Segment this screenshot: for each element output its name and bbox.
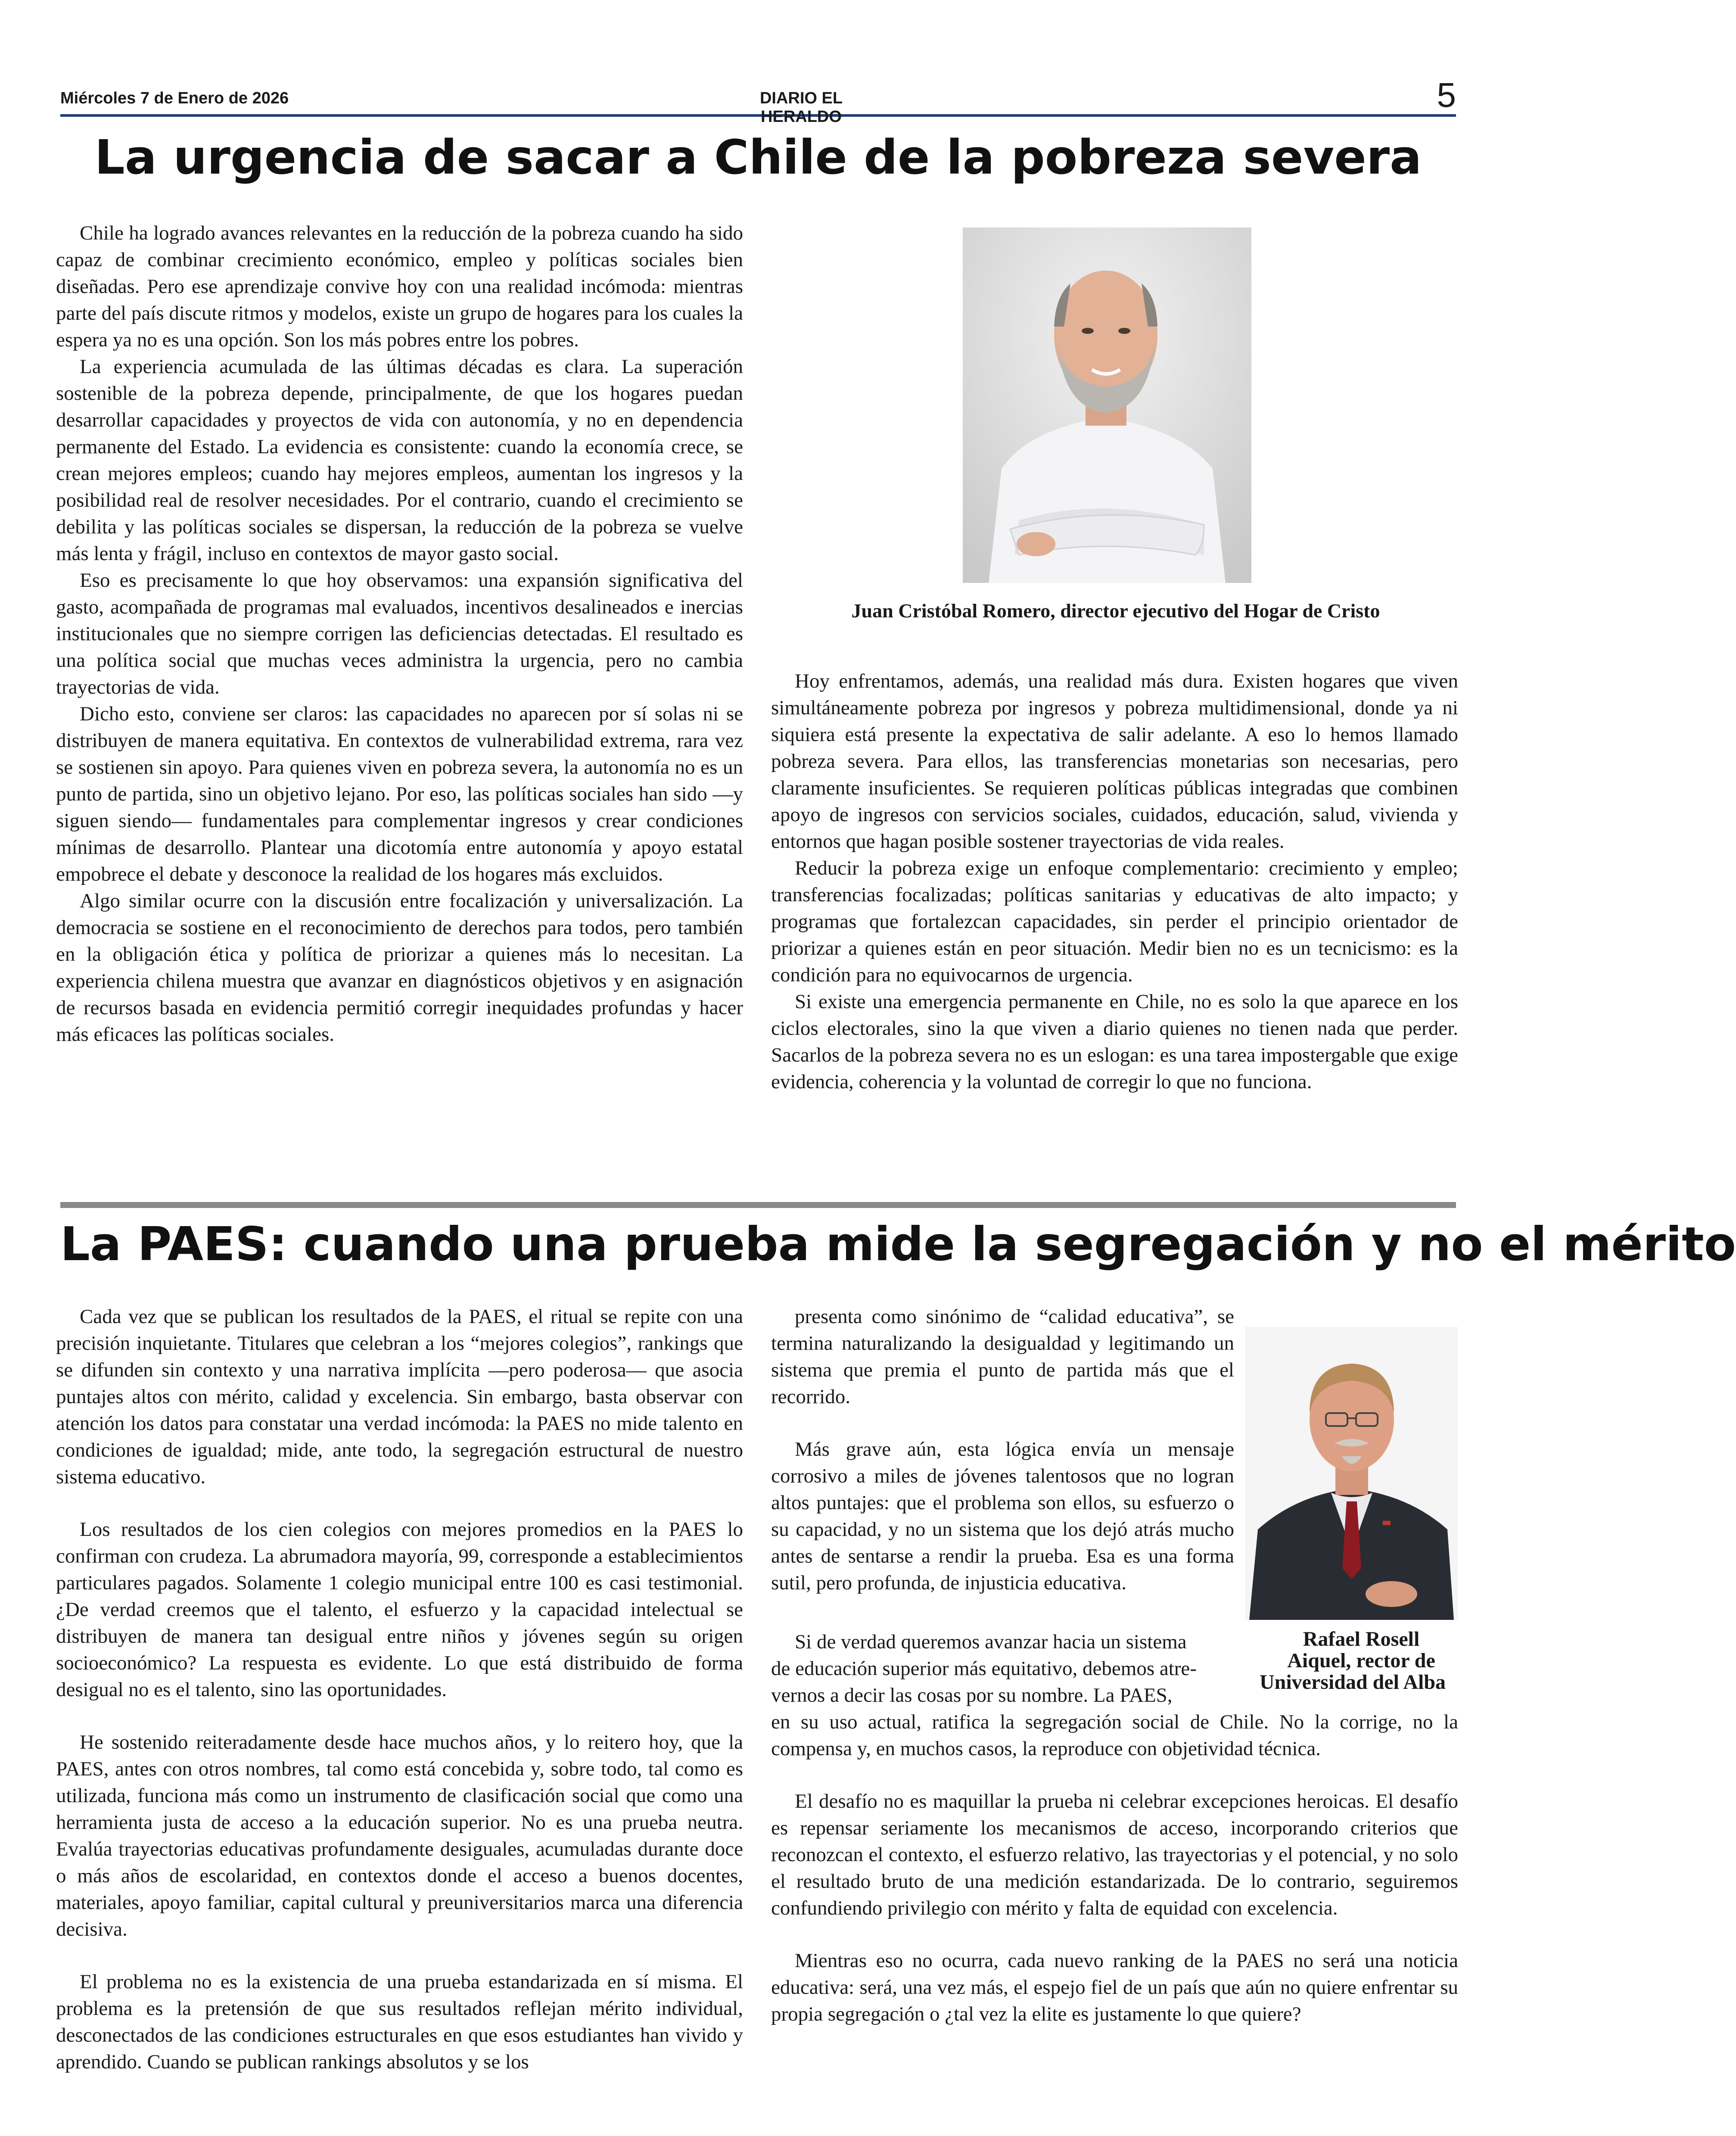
article1-left-paragraph: La experiencia acumulada de las últimas décadas es clara. La superación sostenible de la pobreza depende, principalmente, de que los hogares puedan desarrollar capacidades y proyectos de vida con autonomía, y no en dependencia permanente del Estado. La evidencia es consistente: cuando la economía crece, se crean mejores empleos; cuando hay mejores empleos, aumentan los ingresos y la posibilidad real de resolver necesidades. Por el contrario, cuando el crecimiento se debilita y las políticas sociales se dispersan, la reducción de la pobreza se vuelve más lenta y frágil, incluso en contextos de mayor gasto social. bbox=[56, 355, 743, 565]
wrap-line-3: vernos a decir las cosas por su nombre. La PAES, bbox=[771, 1684, 1173, 1706]
article1-right-paragraph: Si existe una emergencia permanente en Chile, no es solo la que aparece en los ciclos electorales, sino la que viven a diario quienes no tienen nada que perder. Sacarlos de la pobreza severa no es un eslogan: es una tarea impostergable que exige evidencia, coherencia y la voluntad de corregir lo que no funciona. bbox=[771, 990, 1458, 1093]
article1-left-paragraph: Chile ha logrado avances relevantes en la reducción de la pobreza cuando ha sido capaz de combinar crecimiento económico, empleo y políticas sociales bien diseñadas. Pero ese aprendizaje convive hoy con una realidad incómoda: mientras parte del país discute ritmos y modelos, existe un grupo de hogares para los cuales la espera ya no es una opción. Son los más pobres entre los pobres. bbox=[56, 222, 743, 351]
article1-left-paragraph: Dicho esto, conviene ser claros: las capacidades no aparecen por sí solas ni se distribuyen de manera equitativa. En contextos de vulnerabilidad extrema, rara vez se sostienen sin apoyo. Para quienes viven en pobreza severa, la autonomía no es un punto de partida, sino un objetivo lejano. Por eso, las políticas sociales han sido —y siguen siendo— fundamentales para complementar ingresos y crear condiciones mínimas de desarrollo. Plantear una dicotomía entre autonomía y apoyo estatal empobrece el debate y desconoce la realidad de los hogares más excluidos. bbox=[56, 703, 743, 885]
newspaper-name: DIARIO EL HERALDO bbox=[759, 89, 843, 126]
article2-left-paragraph: He sostenido reiteradamente desde hace muchos años, y lo reitero hoy, que la PAES, antes con otros nombres, tal como está concebida y, sobre todo, tal como es utilizada, funciona más como un instrumento de clasificación social que como una herramienta justa de acceso a la educación superior. No es una prueba neutra. Evalúa trayectorias educativas profundamente desiguales, acumuladas durante doce o más años de escolaridad, en contextos donde el acceso a buenos docentes, materiales, apoyo familiar, capital cultural y preuniversitarios marca una diferencia decisiva. bbox=[56, 1731, 743, 1940]
wrap-continuation-text: en su uso actual, ratifica la segregación social de Chile. No la corrige, no la compensa y, en muchos casos, la reproduce con objetividad técnica. bbox=[771, 1711, 1458, 1760]
article2-headline: La PAES: cuando una prueba mide la segregación y no el mérito bbox=[60, 1217, 1736, 1271]
article2-photo bbox=[1245, 1327, 1458, 1620]
article2-photo-caption bbox=[1241, 1628, 1456, 1693]
wrap-line-1: Si de verdad queremos avanzar hacia un sistema bbox=[795, 1631, 1187, 1653]
article2-right-paragraph: El desafío no es maquillar la prueba ni celebrar excepciones heroicas. El desafío es repensar seriamente los mecanismos de acceso, incorporando criterios que reconozcan el contexto, el esfuerzo relativo, las trayectorias y el potencial, y no solo el resultado bruto de una medición estandarizada. De lo contrario, seguiremos confundiendo privilegio con mérito y falta de equidad con excelencia. bbox=[771, 1790, 1458, 1919]
article2-left-paragraph: El problema no es la existencia de una prueba estandarizada en sí misma. El problema es la pretensión de que sus resultados reflejan mérito individual, desconectados de las condiciones estructurales en que esos estudiantes han vivido y aprendido. Cuando se publican rankings absolutos y se los bbox=[56, 1971, 743, 2073]
article1-right-paragraph: Hoy enfrentamos, además, una realidad más dura. Existen hogares que viven simultáneamente pobreza por ingresos y pobreza multidimensional, donde ya ni siquiera está presente la expectativa de salir adelante. A eso lo hemos llamado pobreza severa. Para ellos, las transferencias monetarias son necesarias, pero claramente insuficientes. Se requieren políticas públicas integradas que combinen apoyo de ingresos con servicios sociales, cuidados, educación, salud, vivienda y entornos que hagan posible sostener trayectorias de vida reales. bbox=[771, 670, 1458, 853]
article2-right-paragraph: Mientras eso no ocurra, cada nuevo ranking de la PAES no será una noticia educativa: será, una vez más, el espejo fiel de un país que aún no quiere enfrentar su propia segregación o ¿tal vez la elite es justamente lo que quiere? bbox=[771, 1949, 1458, 2025]
issue-date: Miércoles 7 de Enero de 2026 bbox=[60, 89, 289, 107]
article2-right-bottom-column bbox=[771, 1788, 1458, 2027]
portrait-rafael-rosell-aiquel-icon bbox=[1245, 1327, 1458, 1620]
article1-photo bbox=[963, 227, 1251, 583]
article1-left-paragraph: Eso es precisamente lo que hoy observamos: una expansión significativa del gasto, acompañada de programas mal evaluados, incentivos desalineados e inercias institucionales que no siempre corrigen las deficiencias detectadas. El resultado es una política social que muchas veces administra la urgencia, pero no cambia trayectorias de vida. bbox=[56, 569, 743, 698]
section-divider bbox=[60, 1202, 1456, 1208]
article2-left-paragraph: Los resultados de los cien colegios con mejores promedios en la PAES lo confirman con crudeza. La abrumadora mayoría, 99, corresponde a establecimientos particulares pagados. Solamente 1 colegio municipal entre 100 es casi testimonial. ¿De verdad creemos que el talento, el esfuerzo y la capacidad intelectual se distribuyen de manera tan desigual entre niños y jóvenes según su origen socioeconómico? La respuesta es evidente. Lo que está distribuido de forma desigual no es el talento, sino las oportunidades. bbox=[56, 1518, 743, 1701]
article1-left-paragraph: Algo similar ocurre con la discusión entre focalización y universalización. La democracia se sostiene en el reconocimiento de derechos para todos, pero también en la obligación ética y política de priorizar a quienes más lo necesitan. La experiencia chilena muestra que avanzar en diagnósticos objetivos y en asignación de recursos basada en evidencia permitió corregir inequidades profundas y hacer más eficaces las políticas sociales. bbox=[56, 890, 743, 1046]
article2-left-column bbox=[56, 1303, 743, 2075]
page-header bbox=[60, 76, 1456, 126]
article1-photo-caption: Juan Cristóbal Romero, director ejecutivo del Hogar de Cristo bbox=[851, 600, 1380, 622]
portrait-juan-cristobal-romero-icon bbox=[963, 227, 1251, 583]
article1-right-paragraph: Reducir la pobreza exige un enfoque complementario: crecimiento y empleo; transferencias focalizadas; políticas sanitarias y educativas de alto impacto; y programas que fortalezcan capacidades, sin perder el principio orientador de priorizar a quienes están en peor situación. Medir bien no es un tecnicismo: es la condición para no equivocarnos de urgencia. bbox=[771, 857, 1458, 986]
page-number: 5 bbox=[1437, 76, 1456, 114]
article1-headline: La urgencia de sacar a Chile de la pobreza severa bbox=[94, 130, 1422, 185]
article2-right-paragraph: presenta como sinónimo de “calidad educativa”, se termina naturalizando la desigualdad y legitimando un sistema que premia el punto de partida más que el recorrido. bbox=[771, 1305, 1234, 1408]
article2-wrap-continuation bbox=[771, 1709, 1458, 1762]
caption-line-1: Rafael Rosell bbox=[1303, 1628, 1420, 1650]
article2-left-paragraph: Cada vez que se publican los resultados de la PAES, el ritual se repite con una precisión inquietante. Titulares que celebran a los “mejores colegios”, rankings que se difunden sin contexto y una narrativa implícita —pero poderosa— que asocia puntajes altos con mérito, calidad y excelencia. Sin embargo, basta observar con atención los datos para constatar una verdad incómoda: la PAES no mide talento en condiciones de igualdad; mide, ante todo, la segregación estructural de nuestro sistema educativo. bbox=[56, 1305, 743, 1488]
caption-line-3: Universidad del Alba bbox=[1259, 1671, 1446, 1694]
article1-left-column bbox=[56, 220, 743, 1048]
article2-wrap-lines bbox=[771, 1628, 1236, 1709]
article2-right-top-column bbox=[771, 1303, 1234, 1596]
wrap-line-2: de educación superior más equitativo, debemos atre- bbox=[771, 1657, 1197, 1680]
article2-right-paragraph: Más grave aún, esta lógica envía un mensaje corrosivo a miles de jóvenes talentosos que no logran altos puntajes: que el problema son ellos, su esfuerzo o su capacidad, y no un sistema que los dejó atrás mucho antes de sentarse a rendir la prueba. Esa es una forma sutil, pero profunda, de injusticia educativa. bbox=[771, 1438, 1234, 1594]
caption-line-2: Aiquel, rector de bbox=[1287, 1649, 1435, 1672]
article1-right-column bbox=[771, 668, 1458, 1095]
